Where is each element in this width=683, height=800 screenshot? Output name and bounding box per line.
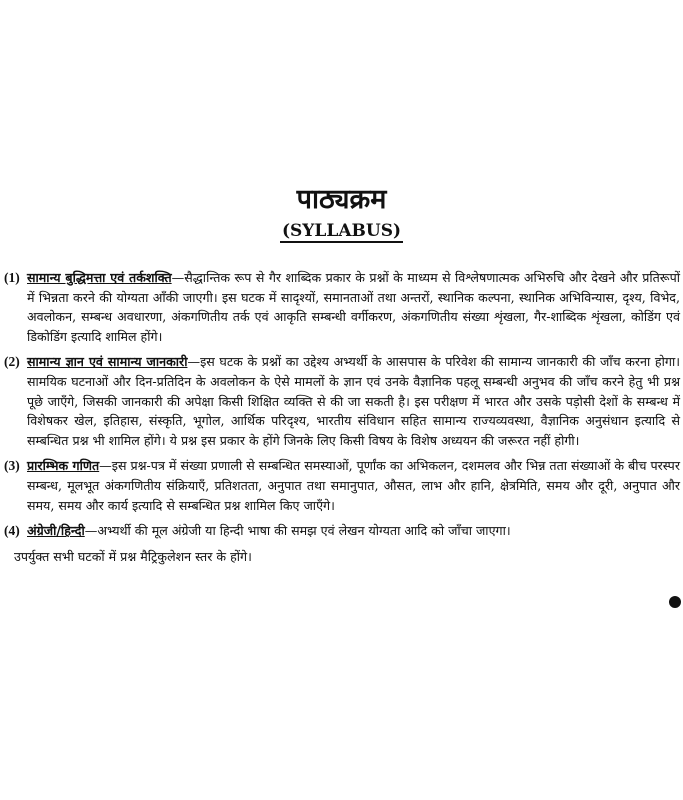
section-heading: अंग्रेजी/हिन्दी: [27, 523, 85, 539]
page-subtitle: [0, 220, 683, 242]
section-body: —अभ्यर्थी की मूल अंग्रेजी या हिन्दी भाषा की समझ एवं लेखन योग्यता आदि को जाँचा जाएगा।: [84, 523, 511, 539]
section-number: (3): [4, 458, 20, 474]
syllabus-section-3: [4, 456, 680, 515]
section-heading: सामान्य बुद्धिमत्ता एवं तर्कशक्ति: [27, 270, 172, 285]
bullet-dot-icon: [669, 596, 681, 608]
section-number: (4): [4, 523, 20, 539]
syllabus-sections: [4, 268, 680, 567]
section-number: (1): [4, 270, 20, 285]
section-body: —सैद्धान्तिक रूप से गैर शाब्दिक प्रकार के प्रश्नों के माध्यम से विश्लेषणात्मक अभिरुचि और देखने और प्रतिरूपों में भिन्नता करने की योग्यता आँकी जाएगी। इस घटक में सादृश्यों, समानताओं तथा अन्तरों, स्थानिक कल्पना, स्थानिक अभिविन्यास, दृश्य, विभेद, अवलोकन, सम्बन्ध अवधारणा, अंकगणितीय तर्क एवं आकृति सम्बन्धी वर्गीकरण, अंकगणितीय संख्या शृंखला, गैर-शाब्दिक शृंखला, कोडिंग एवं डिकोडिंग इत्यादि शामिल होंगे।: [27, 270, 680, 344]
syllabus-section-2: [4, 352, 680, 450]
footer-note: उपर्युक्त सभी घटकों में प्रश्न मैट्रिकुलेशन स्तर के होंगे।: [14, 548, 252, 564]
syllabus-section-1: [4, 268, 680, 346]
section-heading: सामान्य ज्ञान एवं सामान्य जानकारी: [27, 354, 188, 370]
section-body: —इस प्रश्न-पत्र में संख्या प्रणाली से सम्बन्धित समस्याओं, पूर्णांक का अभिकलन, दशमलव और भिन्न तता संख्याओं के बीच परस्पर सम्बन्ध, मूलभूत अंकगणितीय संक्रियाएँ, प्रतिशतता, अनुपात तथा समानुपात, औसत, लाभ और हानि, क्षेत्रमिति, समय और दूरी, अनुपात और समय, समय और कार्य इत्यादि से सम्बन्धित प्रश्न शामिल किए जाएँगे।: [27, 458, 680, 513]
section-heading: प्रारम्भिक गणित: [27, 458, 100, 474]
syllabus-section-4: [4, 521, 680, 541]
page-title: पाठ्यक्रम: [296, 184, 387, 215]
section-body: —इस घटक के प्रश्नों का उद्देश्य अभ्यर्थी के आसपास के परिवेश की सामान्य जानकारी की जाँच करना होगा। सामयिक घटनाओं और दिन-प्रतिदिन के अवलोकन के ऐसे मामलों के ज्ञान एवं उनके वैज्ञानिक पहलू सम्बन्धी अनुभव की जाँच करने हेतु भी प्रश्न पूछे जाएँगे, जिसकी जानकारी की अपेक्षा किसी शिक्षित व्यक्ति से की जा सकती है। इस परीक्षण में भारत और उसके पड़ोसी देशों के सम्बन्ध में विशेषकर खेल, इतिहास, संस्कृति, भूगोल, आर्थिक परिदृश्य, भारतीय संविधान सहित सामान्य राज्यव्यवस्था, वैज्ञानिक अनुसंधान इत्यादि से सम्बन्धित प्रश्न भी शामिल होंगे। ये प्रश्न इस प्रकार के होंगे जिनके लिए किसी विषय के विशेष अध्ययन की जरूरत नहीं होगी।: [27, 354, 680, 448]
subtitle-text: (SYLLABUS): [281, 221, 402, 241]
section-number: (2): [4, 354, 20, 370]
